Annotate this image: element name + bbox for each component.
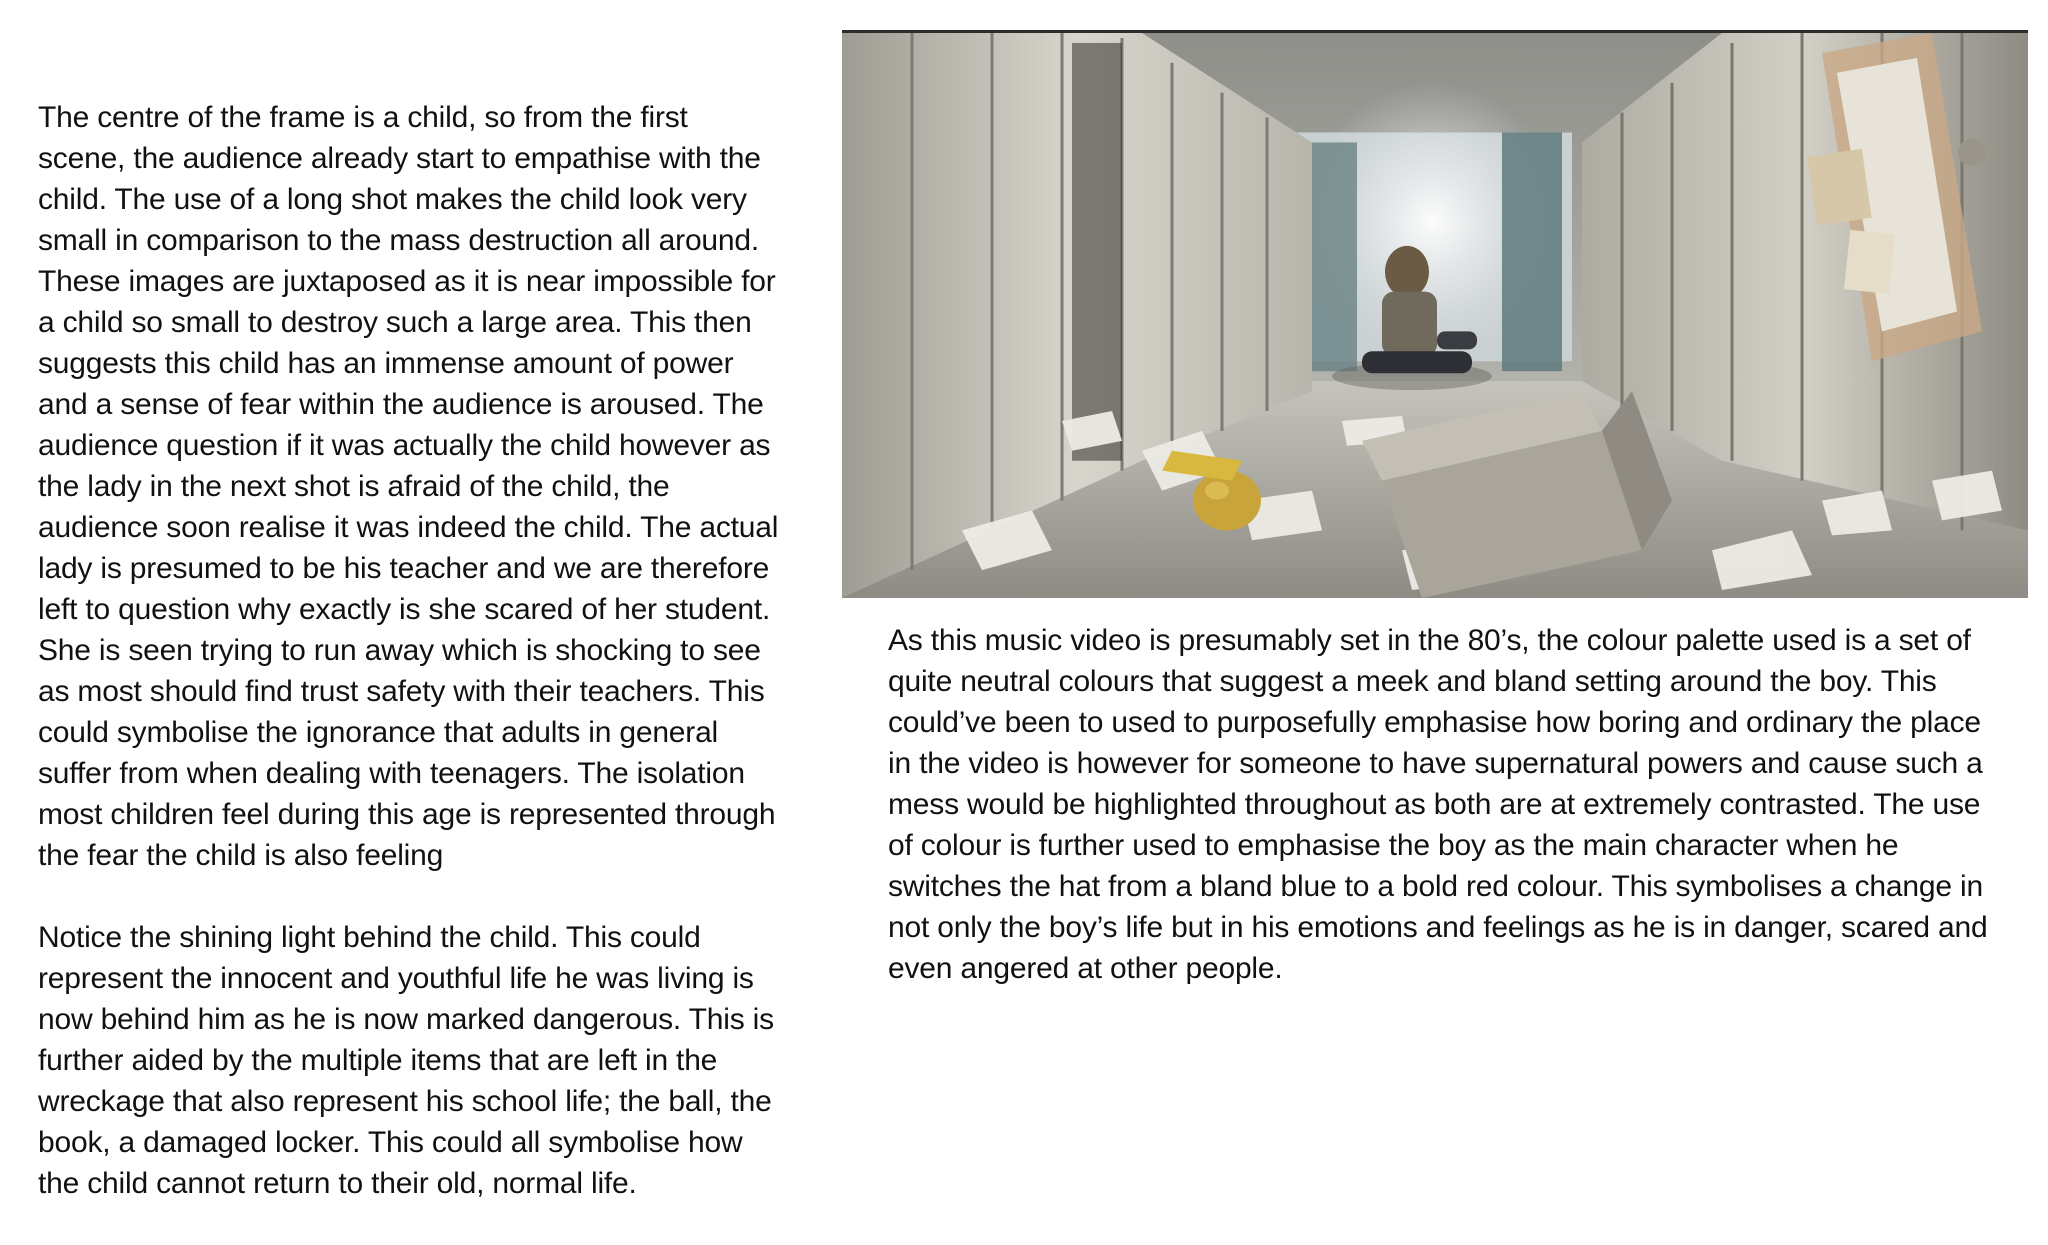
analysis-paragraph-frame: The centre of the frame is a child, so from the first scene, the audience already start to empathise with the child. The use of a long shot makes the child look very small in comparison to the mass destruction all around. These images are juxtaposed as it is near impossible for a child so small to destroy such a large area. This then suggests this child has an immense amount of power and a sense of fear within the audience is aroused. The audience question if it was actually the child however as the lady in the next shot is afraid of the child, the audience soon realise it was indeed the child. The actual lady is presumed to be his teacher and we are therefore left to question why exactly is she scared of her student. She is seen trying to run away which is shocking to see as most should find trust safety with their teachers. This could symbolise the ignorance that adults in general suffer from when dealing with teenagers. The isolation most children feel during this age is represented through the fear the child is also feeling xyxy=(38,101,779,872)
music-video-still-image xyxy=(842,30,2028,598)
analysis-paragraph-light: Notice the shining light behind the child. This could represent the innocent and youthful life he was living is now behind him as he is now marked dangerous. This is further aided by the multiple items that are left in the wreckage that also represent his school life; the ball, the book, a damaged locker. This could all symbolise how the child cannot return to their old, normal life. xyxy=(38,921,774,1200)
analysis-text-column xyxy=(38,56,838,1245)
colour-analysis-text: As this music video is presumably set in the 80’s, the colour palette used is a set of quite neutral colours that suggest a meek and bland setting around the boy. This could’ve been to used to purposefully emphasise how boring and ordinary the place in the video is however for someone to have supernatural powers and cause such a mess would be highlighted throughout as both are at extremely contrasted. The use of colour is further used to emphasise the boy as the main character when he switches the hat from a bland blue to a bold red colour. This symbolises a change in not only the boy’s life but in his emotions and feelings as he is in danger, scared and even angered at other people. xyxy=(888,624,1988,985)
